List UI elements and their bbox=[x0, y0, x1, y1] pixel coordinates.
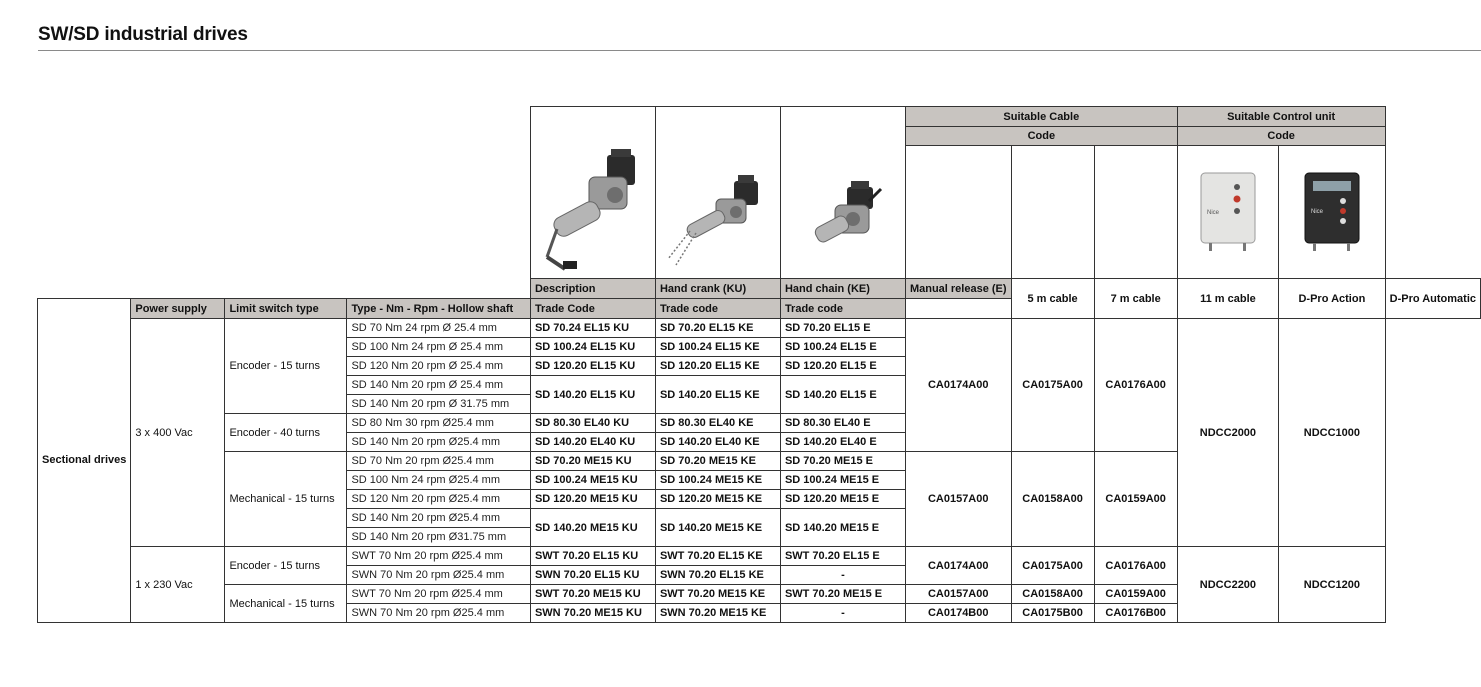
limit-encoder-40: Encoder - 40 turns bbox=[225, 414, 347, 452]
code-ku: SWN 70.20 ME15 KU bbox=[530, 604, 655, 623]
code-e: SD 100.24 EL15 E bbox=[780, 338, 905, 357]
hand-crank-header: Hand crank (KU) bbox=[655, 279, 780, 299]
row-description: SD 140 Nm 20 rpm Ø 25.4 mm bbox=[347, 376, 530, 395]
code-ku: SD 80.30 EL40 KU bbox=[530, 414, 655, 433]
code-e: - bbox=[780, 604, 905, 623]
limit-switch-header: Limit switch type bbox=[225, 299, 347, 319]
row-description: SD 140 Nm 20 rpm Ø 31.75 mm bbox=[347, 395, 530, 414]
cable-5m-code: CA0157A00 bbox=[905, 452, 1011, 547]
cable-5m-code: CA0174A00 bbox=[905, 547, 1011, 585]
code-e: SD 70.20 EL15 E bbox=[780, 319, 905, 338]
control-action-code: NDCC2200 bbox=[1177, 547, 1278, 623]
trade-code-ku-header: Trade Code bbox=[530, 299, 655, 319]
limit-encoder-15: Encoder - 15 turns bbox=[225, 319, 347, 414]
drives-table bbox=[37, 106, 1481, 623]
code-e: SD 100.24 ME15 E bbox=[780, 471, 905, 490]
title-divider bbox=[38, 50, 1481, 51]
code-ke: SD 120.20 EL15 KE bbox=[655, 357, 780, 376]
row-description: SWT 70 Nm 20 rpm Ø25.4 mm bbox=[347, 547, 530, 566]
dpro-automatic-image bbox=[1279, 146, 1385, 279]
code-ke: SD 70.20 EL15 KE bbox=[655, 319, 780, 338]
code-ku: SD 100.24 EL15 KU bbox=[530, 338, 655, 357]
code-e: SD 80.30 EL40 E bbox=[780, 414, 905, 433]
code-ke: SD 100.24 EL15 KE bbox=[655, 338, 780, 357]
control-code-header: Code bbox=[1177, 127, 1385, 146]
code-ku: SD 120.20 ME15 KU bbox=[530, 490, 655, 509]
code-ke: SD 140.20 ME15 KE bbox=[655, 509, 780, 547]
limit-mechanical-15: Mechanical - 15 turns bbox=[225, 452, 347, 547]
cable-11m-code: CA0176A00 bbox=[1094, 319, 1177, 452]
dpro-automatic-header: D-Pro Automatic bbox=[1385, 279, 1480, 319]
code-ku: SD 70.24 EL15 KU bbox=[530, 319, 655, 338]
cable-11m-header: 11 m cable bbox=[1177, 279, 1278, 319]
power-supply-400: 3 x 400 Vac bbox=[131, 319, 225, 547]
row-description: SWN 70 Nm 20 rpm Ø25.4 mm bbox=[347, 566, 530, 585]
cable-5m-code: CA0157A00 bbox=[905, 585, 1011, 604]
cable-5m-code: CA0174A00 bbox=[905, 319, 1011, 452]
code-ku: SWT 70.20 EL15 KU bbox=[530, 547, 655, 566]
cable-11m-code: CA0176B00 bbox=[1094, 604, 1177, 623]
row-description: SD 140 Nm 20 rpm Ø25.4 mm bbox=[347, 433, 530, 452]
code-ku: SD 140.20 EL40 KU bbox=[530, 433, 655, 452]
code-ku: SD 120.20 EL15 KU bbox=[530, 357, 655, 376]
code-ke: SD 140.20 EL40 KE bbox=[655, 433, 780, 452]
row-description: SD 70 Nm 24 rpm Ø 25.4 mm bbox=[347, 319, 530, 338]
control-box-dpro-action-icon bbox=[1195, 167, 1261, 257]
limit-encoder-15-230: Encoder - 15 turns bbox=[225, 547, 347, 585]
code-ke: SWT 70.20 ME15 KE bbox=[655, 585, 780, 604]
manual-release-image bbox=[780, 107, 905, 279]
cable-7m-code: CA0175A00 bbox=[1011, 547, 1094, 585]
dpro-action-brand-label: Nice bbox=[1206, 210, 1219, 216]
motor-hand-crank-icon bbox=[535, 109, 651, 277]
row-description: SD 100 Nm 24 rpm Ø25.4 mm bbox=[347, 471, 530, 490]
header-blank bbox=[38, 107, 531, 299]
cable-11m-code: CA0159A00 bbox=[1094, 452, 1177, 547]
code-ke: SD 120.20 ME15 KE bbox=[655, 490, 780, 509]
code-e: - bbox=[780, 566, 905, 585]
description-header: Description bbox=[530, 279, 655, 299]
cable-11m-code: CA0176A00 bbox=[1094, 547, 1177, 585]
cable-7m-code: CA0158A00 bbox=[1011, 452, 1094, 547]
code-ku: SD 70.20 ME15 KU bbox=[530, 452, 655, 471]
cable-7m-code: CA0158A00 bbox=[1011, 585, 1094, 604]
suitable-control-header: Suitable Control unit bbox=[1177, 107, 1385, 127]
row-description: SD 70 Nm 20 rpm Ø25.4 mm bbox=[347, 452, 530, 471]
code-e: SWT 70.20 EL15 E bbox=[780, 547, 905, 566]
cable-5m-header: 5 m cable bbox=[1011, 279, 1094, 319]
cable-11m-code: CA0159A00 bbox=[1094, 585, 1177, 604]
row-description: SWN 70 Nm 20 rpm Ø25.4 mm bbox=[347, 604, 530, 623]
code-ku: SD 140.20 ME15 KU bbox=[530, 509, 655, 547]
code-ke: SWN 70.20 EL15 KE bbox=[655, 566, 780, 585]
cable-7m-header: 7 m cable bbox=[1094, 279, 1177, 319]
code-e: SD 120.20 ME15 E bbox=[780, 490, 905, 509]
control-action-code: NDCC2000 bbox=[1177, 319, 1278, 547]
code-e: SD 70.20 ME15 E bbox=[780, 452, 905, 471]
control-box-dpro-automatic-icon bbox=[1299, 167, 1365, 257]
code-ku: SD 140.20 EL15 KU bbox=[530, 376, 655, 414]
motor-hand-chain-icon bbox=[660, 109, 776, 277]
row-description: SD 80 Nm 30 rpm Ø25.4 mm bbox=[347, 414, 530, 433]
row-description: SD 140 Nm 20 rpm Ø31.75 mm bbox=[347, 528, 530, 547]
dpro-action-image bbox=[1177, 146, 1278, 279]
hand-chain-header: Hand chain (KE) bbox=[780, 279, 905, 299]
suitable-cable-header: Suitable Cable bbox=[905, 107, 1177, 127]
row-description: SWT 70 Nm 20 rpm Ø25.4 mm bbox=[347, 585, 530, 604]
cable-11m-image bbox=[1094, 146, 1177, 279]
motor-manual-release-icon bbox=[785, 109, 901, 277]
manual-release-header: Manual release (E) bbox=[905, 279, 1011, 299]
category-sectional-drives: Sectional drives bbox=[38, 299, 131, 623]
row-description: SD 120 Nm 20 rpm Ø25.4 mm bbox=[347, 490, 530, 509]
row-description: SD 140 Nm 20 rpm Ø25.4 mm bbox=[347, 509, 530, 528]
control-automatic-code: NDCC1000 bbox=[1279, 319, 1385, 547]
hand-crank-image bbox=[530, 107, 655, 279]
code-ku: SD 100.24 ME15 KU bbox=[530, 471, 655, 490]
code-ku: SWN 70.20 EL15 KU bbox=[530, 566, 655, 585]
dpro-automatic-brand-label: Nice bbox=[1310, 209, 1323, 215]
code-e: SD 140.20 EL40 E bbox=[780, 433, 905, 452]
code-e: SWT 70.20 ME15 E bbox=[780, 585, 905, 604]
cable-7m-code: CA0175B00 bbox=[1011, 604, 1094, 623]
code-ke: SD 80.30 EL40 KE bbox=[655, 414, 780, 433]
dpro-action-header: D-Pro Action bbox=[1279, 279, 1385, 319]
power-supply-230: 1 x 230 Vac bbox=[131, 547, 225, 623]
cable-7m-image bbox=[1011, 146, 1094, 279]
code-ke: SD 70.20 ME15 KE bbox=[655, 452, 780, 471]
code-ke: SD 140.20 EL15 KE bbox=[655, 376, 780, 414]
table-row bbox=[38, 547, 1481, 566]
code-e: SD 140.20 EL15 E bbox=[780, 376, 905, 414]
cable-5m-image bbox=[905, 146, 1011, 279]
code-ke: SWT 70.20 EL15 KE bbox=[655, 547, 780, 566]
trade-code-ke-header: Trade code bbox=[655, 299, 780, 319]
type-header: Type - Nm - Rpm - Hollow shaft bbox=[347, 299, 530, 319]
trade-code-e-header: Trade code bbox=[780, 299, 905, 319]
code-e: SD 140.20 ME15 E bbox=[780, 509, 905, 547]
row-description: SD 120 Nm 20 rpm Ø 25.4 mm bbox=[347, 357, 530, 376]
control-automatic-code: NDCC1200 bbox=[1279, 547, 1385, 623]
cable-7m-code: CA0175A00 bbox=[1011, 319, 1094, 452]
row-description: SD 100 Nm 24 rpm Ø 25.4 mm bbox=[347, 338, 530, 357]
code-ke: SD 100.24 ME15 KE bbox=[655, 471, 780, 490]
code-ke: SWN 70.20 ME15 KE bbox=[655, 604, 780, 623]
hand-chain-image bbox=[655, 107, 780, 279]
code-ku: SWT 70.20 ME15 KU bbox=[530, 585, 655, 604]
code-e: SD 120.20 EL15 E bbox=[780, 357, 905, 376]
cable-5m-code: CA0174B00 bbox=[905, 604, 1011, 623]
table-row bbox=[38, 319, 1481, 338]
limit-mechanical-15-230: Mechanical - 15 turns bbox=[225, 585, 347, 623]
power-supply-header: Power supply bbox=[131, 299, 225, 319]
cable-code-header: Code bbox=[905, 127, 1177, 146]
page-title: SW/SD industrial drives bbox=[38, 24, 248, 45]
